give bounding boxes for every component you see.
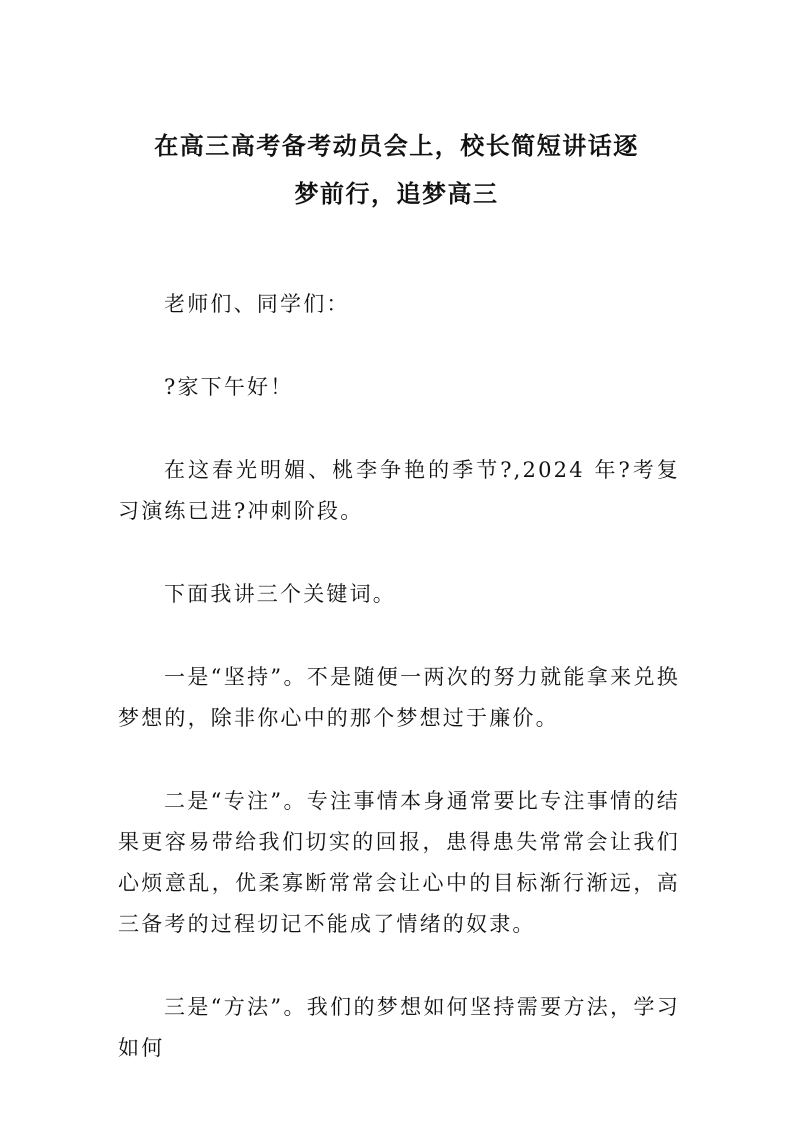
paragraph-keywords: 下面我讲三个关键词。 <box>164 582 396 606</box>
paragraph-method: 三是“方法”。我们的梦想如何坚持需要方法，学习如何 <box>118 995 680 1060</box>
paragraph-salutation: 老师们、同学们： <box>164 292 350 316</box>
title-line-2: 梦前行，追梦高三 <box>294 179 499 208</box>
document-title <box>100 122 693 218</box>
paragraph-focus: 二是“专注”。专注事情本身通常要比专注事情的结果更容易带给我们切实的回报，患得患失常常会让我们心烦意乱，优柔寡断常常会让心中的目标渐行渐远，高三备考的过程切记不能成了情绪的奴隶。 <box>118 789 680 936</box>
paragraph-greeting: ?家下午好！ <box>164 375 294 399</box>
document-body <box>118 284 680 1111</box>
title-line-1: 在高三高考备考动员会上，校长简短讲话逐 <box>154 131 639 160</box>
paragraph-persistence: 一是“坚持”。不是随便一两次的努力就能拿来兑换梦想的，除非你心中的那个梦想过于廉价。 <box>118 665 680 730</box>
paragraph-intro: 在这春光明媚、桃李争艳的季节?,2024 年?考复习演练已进?冲刺阶段。 <box>118 458 680 523</box>
